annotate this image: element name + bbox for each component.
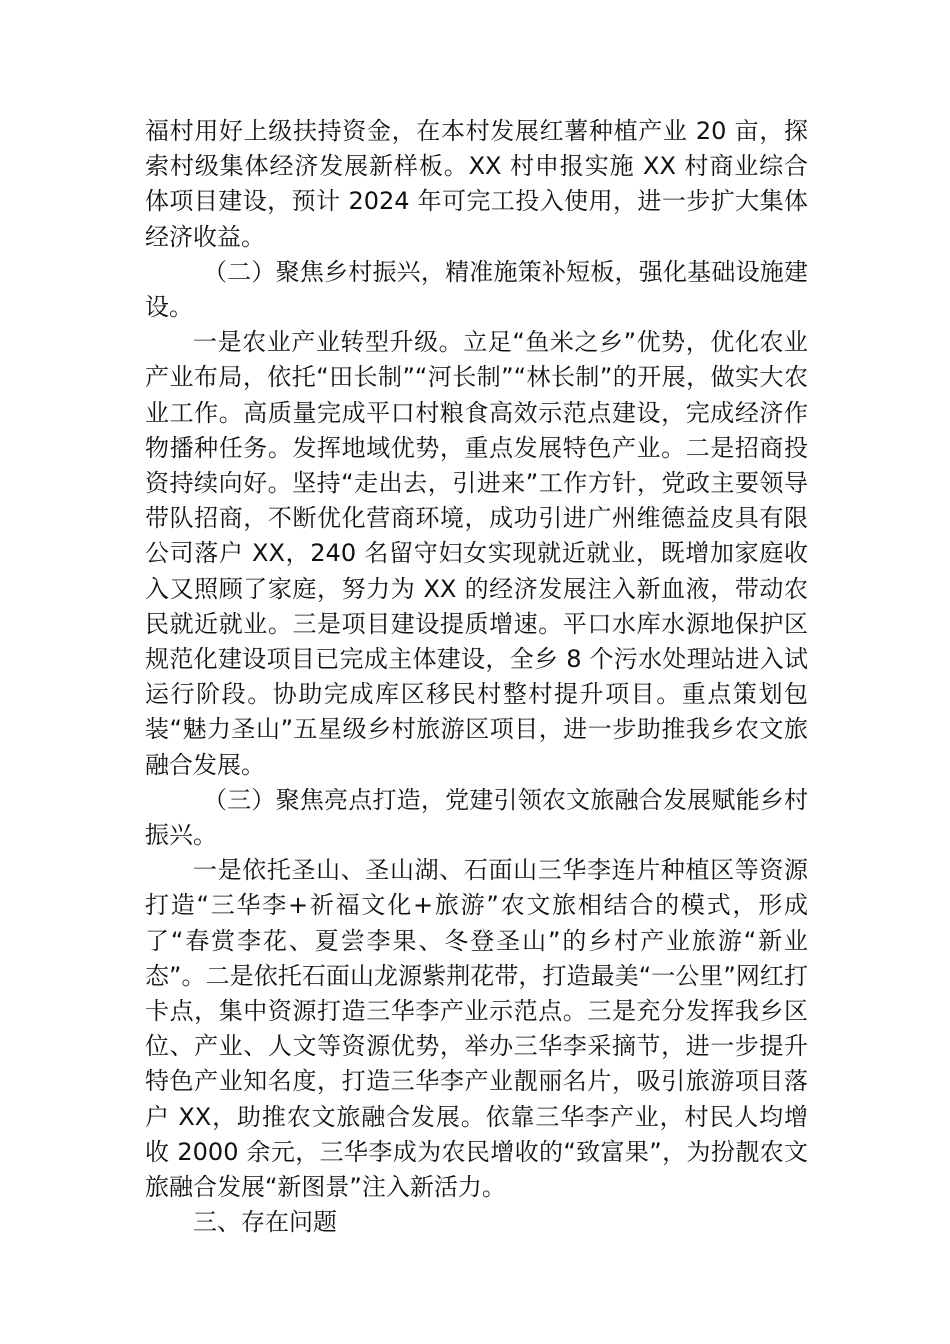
paragraph-tourism: 一是依托圣山、圣山湖、石面山三华李连片种植区等资源打造“三华李+祈福文化+旅游”农文旅相结合的模式，形成了“春赏李花、夏尝李果、冬登圣山”的乡村产业旅游“新业态”。二是依托石面山龙源紫荆花带，打造最美“一公里”网红打卡点，集中资源打造三华李产业示范点。三是充分发挥我乡区位、产业、人文等资源优势，举办三华李采摘节，进一步提升特色产业知名度，打造三华李产业靓丽名片，吸引旅游项目落户 XX，助推农文旅融合发展。依靠三华李产业，村民人均增收 2000 余元，三华李成为农民增收的“致富果”，为扮靓农文旅融合发展“新图景”注入新活力。 bbox=[145, 856, 808, 1202]
section-heading-problems: 三、存在问题 bbox=[193, 1208, 337, 1237]
paragraph-continuation: 福村用好上级扶持资金，在本村发展红薯种植产业 20 亩，探索村级集体经济发展新样板。XX 村申报实施 XX 村商业综合体项目建设，预计 2024 年可完工投入使用，进一步扩大集体经济收益。 bbox=[145, 117, 808, 251]
paragraph-agriculture: 一是农业产业转型升级。立足“鱼米之乡”优势，优化农业产业布局，依托“田长制”“河长制”“林长制”的开展，做实大农业工作。高质量完成平口村粮食高效示范点建设，完成经济作物播种任务。发挥地域优势，重点发展特色产业。二是招商投资持续向好。坚持“走出去，引进来”工作方针，党政主要领导带队招商，不断优化营商环境，成功引进广州维德益皮具有限公司落户 XX，240 名留守妇女实现就近就业，既增加家庭收入又照顾了家庭，努力为 XX 的经济发展注入新血液，带动农民就近就业。三是项目建设提质增速。平口水库水源地保护区规范化建设项目已完成主体建设，全乡 8 个污水处理站进入试运行阶段。协助完成库区移民村整村提升项目。重点策划包装“魅力圣山”五星级乡村旅游区项目，进一步助推我乡农文旅融合发展。 bbox=[145, 328, 808, 779]
section-heading-2: （二）聚焦乡村振兴，精准施策补短板，强化基础设施建设。 bbox=[145, 257, 808, 322]
document-body bbox=[145, 114, 808, 1241]
section-heading-3: （三）聚焦亮点打造，党建引领农文旅融合发展赋能乡村振兴。 bbox=[145, 785, 808, 850]
